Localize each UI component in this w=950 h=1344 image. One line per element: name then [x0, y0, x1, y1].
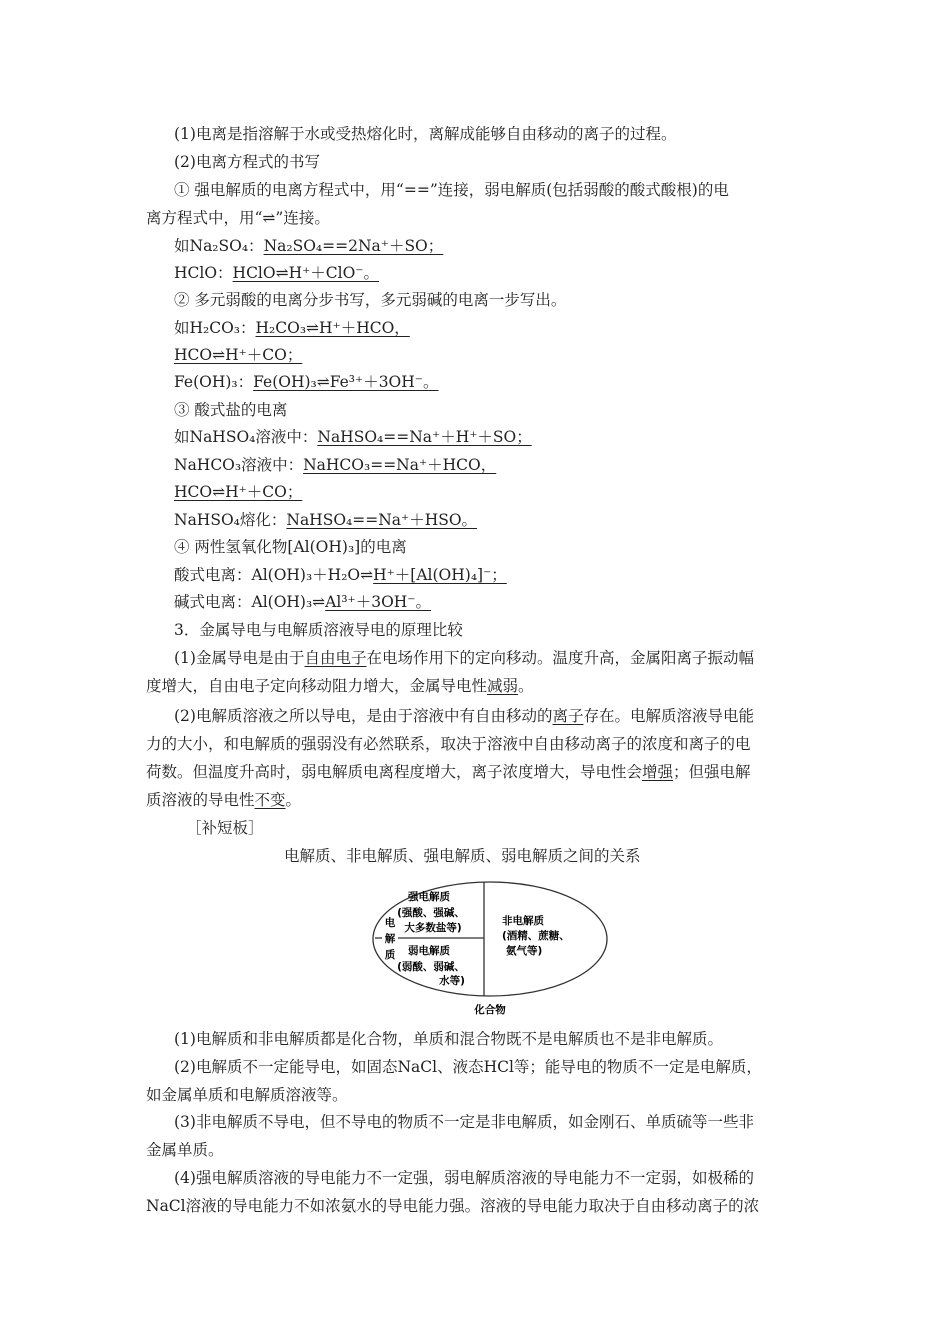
equation-line — [174, 345, 302, 365]
strong-electrolyte-example: 大多数盐等) — [404, 922, 462, 934]
paragraph: 力的大小，和电解质的强弱没有必然联系，取决于溶液中自由移动离子的浓度和离子的电 — [146, 735, 751, 753]
equation-line — [174, 263, 379, 283]
equation-label: 如NaHSO₄溶液中： — [174, 428, 318, 446]
answer-blank: 减弱 — [487, 677, 519, 695]
equation-line — [174, 565, 507, 585]
text: (2)电解质溶液之所以导电，是由于溶液中有自由移动的 — [174, 707, 553, 725]
equation-label: NaHSO₄熔化： — [174, 511, 287, 529]
equation-line — [174, 372, 438, 392]
paragraph — [146, 762, 751, 782]
paragraph: ① 强电解质的电离方程式中，用“==”连接，弱电解质(包括弱酸的酸式酸根)的电 — [174, 181, 729, 199]
paragraph — [146, 676, 534, 696]
equation-label: 酸式电离：Al(OH)₃＋H₂O⇌ — [174, 566, 374, 584]
electrolyte-label: 解 — [384, 933, 396, 945]
equation-label: Fe(OH)₃： — [174, 373, 254, 391]
equation-label: 如Na₂SO₄： — [174, 237, 264, 255]
weak-electrolyte-label: 弱电解质 — [408, 945, 450, 957]
text: 在电场作用下的定向移动。温度升高，金属阳离子振动幅 — [366, 649, 754, 667]
non-electrolyte-example: 氨气等) — [506, 945, 543, 957]
equation: NaHCO₃==Na⁺＋HCO， — [303, 456, 497, 474]
answer-blank: 自由电子 — [304, 649, 367, 667]
equation: NaHSO₄==Na⁺＋H⁺＋SO； — [317, 428, 532, 446]
paragraph: ③ 酸式盐的电离 — [174, 401, 288, 419]
non-electrolyte-label: 非电解质 — [502, 915, 544, 927]
text: 荷数。但温度升高时，弱电解质电离程度增大，离子浓度增大，导电性会 — [146, 763, 643, 781]
equation-label: HClO： — [174, 264, 233, 282]
paragraph: ② 多元弱酸的电离分步书写，多元弱碱的电离一步写出。 — [174, 291, 567, 309]
weak-electrolyte-example: (弱酸、弱碱、 — [397, 961, 465, 973]
equation: Fe(OH)₃⇌Fe³⁺＋3OH⁻。 — [253, 373, 439, 391]
equation: H⁺＋[Al(OH)₄]⁻； — [373, 566, 507, 584]
equation-label: NaHCO₃溶液中： — [174, 456, 304, 474]
equation-line — [174, 592, 431, 612]
paragraph: (1)电离是指溶解于水或受热熔化时，离解成能够自由移动的离子的过程。 — [174, 125, 677, 143]
answer-blank: 离子 — [552, 707, 584, 725]
paragraph: (2)电离方程式的书写 — [174, 153, 320, 171]
paragraph: 金属单质。 — [146, 1141, 224, 1159]
equation-line — [174, 236, 443, 256]
text: (1)金属导电是由于 — [174, 649, 305, 667]
equation: Na₂SO₄==2Na⁺＋SO； — [263, 237, 444, 255]
text: 。 — [285, 791, 302, 809]
paragraph: (4)强电解质溶液的导电能力不一定强，弱电解质溶液的导电能力不一定弱，如极稀的 — [174, 1169, 754, 1187]
paragraph: 如金属单质和电解质溶液等。 — [146, 1086, 348, 1104]
electrolyte-label: 电 — [384, 917, 396, 929]
text: 质溶液的导电性 — [146, 791, 255, 809]
answer-blank: 不变 — [254, 791, 286, 809]
equation-line — [174, 510, 477, 530]
equation: HCO⇌H⁺＋CO； — [174, 346, 303, 364]
paragraph: ④ 两性氢氧化物[Al(OH)₃]的电离 — [174, 538, 407, 556]
diagram-title: 电解质、非电解质、强电解质、弱电解质之间的关系 — [284, 847, 641, 865]
section-heading: 3．金属导电与电解质溶液导电的原理比较 — [174, 621, 463, 639]
paragraph — [174, 648, 754, 668]
equation: HClO⇌H⁺＋ClO⁻。 — [232, 264, 379, 282]
non-electrolyte-example: (酒精、蔗糖、 — [502, 930, 570, 942]
text: ；但强电解 — [673, 763, 751, 781]
text: 。 — [518, 677, 534, 695]
electrolyte-label: 质 — [384, 949, 396, 961]
strong-electrolyte-label: 强电解质 — [408, 891, 450, 903]
answer-blank: 增强 — [642, 763, 674, 781]
electrolyte-relationship-diagram — [370, 876, 610, 1022]
text: 存在。电解质溶液导电能 — [583, 707, 754, 725]
paragraph: (1)电解质和非电解质都是化合物，单质和混合物既不是电解质也不是非电解质。 — [174, 1030, 723, 1048]
paragraph: 离方程式中，用“⇌”连接。 — [146, 209, 330, 227]
equation: H₂CO₃⇌H⁺＋HCO， — [255, 319, 410, 337]
supplement-label: ［补短板］ — [186, 819, 264, 837]
paragraph: NaCl溶液的导电能力不如浓氨水的导电能力强。溶液的导电能力取决于自由移动离子的浓 — [146, 1197, 760, 1215]
equation-label: 碱式电离：Al(OH)₃⇌ — [174, 593, 326, 611]
equation: HCO⇌H⁺＋CO； — [174, 483, 303, 501]
strong-electrolyte-example: (强酸、强碱、 — [397, 907, 465, 919]
equation: NaHSO₄==Na⁺＋HSO。 — [286, 511, 478, 529]
equation-line — [174, 482, 302, 502]
equation-label: 如H₂CO₃： — [174, 319, 256, 337]
paragraph — [174, 706, 754, 726]
equation: Al³⁺＋3OH⁻。 — [325, 593, 431, 611]
compound-label: 化合物 — [474, 1004, 506, 1016]
text: 度增大，自由电子定向移动阻力增大，金属导电性 — [146, 677, 488, 695]
paragraph: (3)非电解质不导电，但不导电的物质不一定是非电解质，如金刚石、单质硫等一些非 — [174, 1113, 754, 1131]
equation-line — [174, 455, 496, 475]
equation-line — [174, 427, 532, 447]
weak-electrolyte-example: 水等) — [439, 975, 465, 987]
equation-line — [174, 318, 410, 338]
paragraph: (2)电解质不一定能导电，如固态NaCl、液态HCl等；能导电的物质不一定是电解质， — [174, 1058, 762, 1076]
paragraph — [146, 790, 301, 810]
